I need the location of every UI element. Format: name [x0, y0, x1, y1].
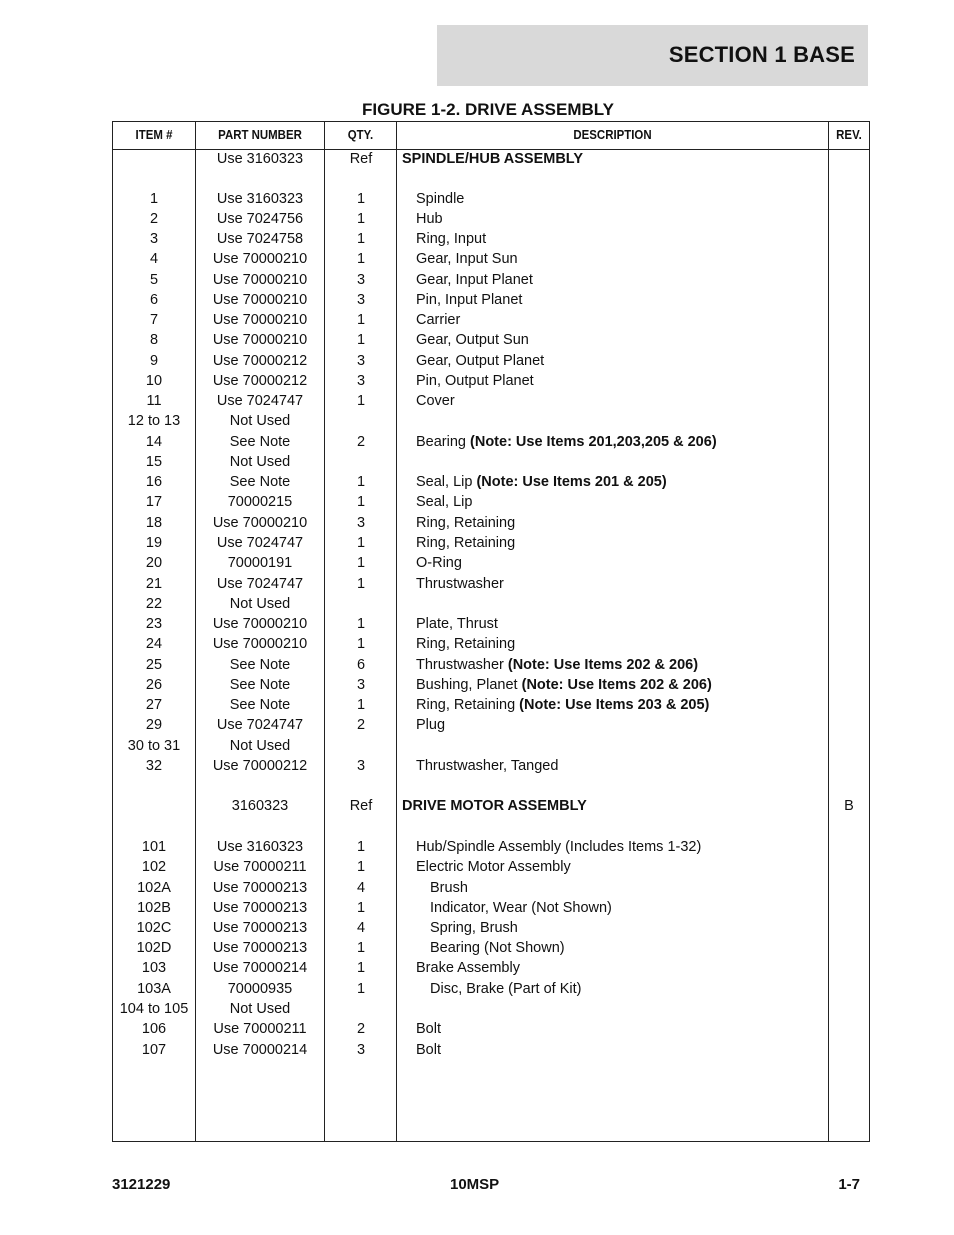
description: [430, 878, 468, 898]
item-number: 23: [145, 616, 163, 632]
description-note: (Note: Use Items 203 & 205): [519, 697, 710, 713]
part-number: Use 70000213: [212, 920, 308, 936]
description-text: Thrustwasher: [416, 657, 508, 673]
part-number: Not Used: [229, 454, 291, 470]
description-text: Plate, Thrust: [416, 616, 498, 632]
revision: B: [844, 798, 854, 814]
part-number: Use 3160323: [216, 151, 304, 167]
quantity: 1: [356, 900, 366, 916]
table-row: [113, 229, 869, 249]
quantity: 3: [356, 272, 366, 288]
description: [430, 918, 518, 938]
item-number: 20: [145, 555, 163, 571]
part-number: Use 3160323: [216, 839, 304, 855]
description-text: Indicator, Wear (Not Shown): [430, 900, 612, 916]
description-text: Disc, Brake (Part of Kit): [430, 981, 582, 997]
table-row: [113, 472, 869, 492]
part-number: See Note: [229, 697, 291, 713]
table-row: [113, 249, 869, 269]
quantity: 1: [356, 474, 366, 490]
part-number: Use 70000214: [212, 960, 308, 976]
description: [416, 634, 515, 654]
table-row: [113, 999, 869, 1019]
table-row: [113, 209, 869, 229]
table-row: [113, 1019, 869, 1039]
table-row: [113, 796, 869, 816]
part-number: Use 7024747: [216, 717, 304, 733]
description-text: Bolt: [416, 1042, 441, 1058]
table-row: [113, 149, 869, 169]
description-text: Ring, Retaining: [416, 636, 516, 652]
part-number: Not Used: [229, 738, 291, 754]
description: [416, 472, 667, 492]
item-number: 19: [145, 535, 163, 551]
quantity: Ref: [349, 798, 373, 814]
description-text: Seal, Lip: [416, 494, 473, 510]
table-row: [113, 938, 869, 958]
description-text: Seal, Lip: [416, 474, 477, 490]
item-number: 103A: [137, 981, 171, 997]
item-number: 106: [141, 1021, 167, 1037]
table-row: [113, 634, 869, 654]
part-number: Use 70000211: [213, 859, 307, 875]
quantity: 1: [356, 494, 366, 510]
description-text: SPINDLE/HUB ASSEMBLY: [402, 151, 584, 167]
part-number: Use 70000214: [212, 1042, 308, 1058]
table-row: [113, 675, 869, 695]
description-text: Electric Motor Assembly: [416, 859, 571, 875]
item-number: 104 to 105: [119, 1001, 189, 1017]
figure-title: FIGURE 1-2. DRIVE ASSEMBLY: [362, 100, 614, 119]
part-number: Use 7024747: [216, 576, 304, 592]
description-text: Ring, Input: [416, 231, 487, 247]
description-text: Gear, Output Planet: [416, 353, 545, 369]
quantity: 1: [356, 636, 366, 652]
part-number: 70000191: [227, 555, 293, 571]
part-number: See Note: [229, 677, 291, 693]
footer-page-number: 1-7: [838, 1176, 860, 1193]
table-row: [113, 898, 869, 918]
description: [416, 1019, 441, 1039]
quantity: 1: [356, 940, 366, 956]
footer-model: 10MSP: [450, 1176, 500, 1193]
description: [416, 330, 529, 350]
part-number: Use 7024756: [216, 211, 304, 227]
table-row: [113, 310, 869, 330]
quantity: 1: [356, 231, 366, 247]
description: [416, 958, 520, 978]
quantity: 1: [356, 251, 366, 267]
quantity: 1: [356, 960, 366, 976]
part-number: Use 3160323: [216, 191, 304, 207]
item-number: 32: [145, 758, 163, 774]
item-number: 2: [149, 211, 159, 227]
item-number: 7: [149, 312, 159, 328]
description: [416, 857, 571, 877]
item-number: 22: [145, 596, 163, 612]
table-row: [113, 918, 869, 938]
item-number: 16: [145, 474, 163, 490]
part-number: Use 70000210: [212, 332, 308, 348]
item-number: 15: [145, 454, 163, 470]
part-number: Use 70000213: [212, 900, 308, 916]
quantity: 2: [356, 717, 366, 733]
part-number: Use 70000211: [213, 1021, 307, 1037]
table-row: [113, 574, 869, 594]
table-row: [113, 411, 869, 431]
description-text: O-Ring: [416, 555, 462, 571]
part-number: Not Used: [229, 1001, 291, 1017]
description-text: Hub/Spindle Assembly (Includes Items 1-32): [416, 839, 702, 855]
description: [430, 979, 581, 999]
description: [416, 1040, 441, 1060]
table-row: [113, 958, 869, 978]
description-note: (Note: Use Items 202 & 206): [521, 677, 712, 693]
quantity: 1: [356, 191, 366, 207]
part-number: Not Used: [229, 413, 291, 429]
quantity: 3: [356, 515, 366, 531]
item-number: 102: [141, 859, 167, 875]
description-text: Carrier: [416, 312, 461, 328]
quantity: 2: [356, 434, 366, 450]
description-text: Brake Assembly: [416, 960, 520, 976]
quantity: 1: [356, 535, 366, 551]
quantity: 4: [356, 880, 366, 896]
table-row: [113, 492, 869, 512]
description: [416, 290, 522, 310]
section-title: SECTION 1 BASE: [668, 42, 855, 67]
quantity: 1: [356, 211, 366, 227]
description: [430, 898, 612, 918]
part-number: Use 70000210: [212, 292, 308, 308]
table-row: [113, 857, 869, 877]
part-number: See Note: [229, 657, 291, 673]
description-text: Ring, Retaining: [416, 515, 516, 531]
part-number: Use 70000210: [212, 636, 308, 652]
quantity: 3: [356, 373, 366, 389]
table-row: [113, 452, 869, 472]
description: [416, 270, 533, 290]
description-text: Gear, Input Planet: [416, 272, 533, 288]
description-text: Ring, Retaining: [416, 697, 520, 713]
description: [416, 391, 455, 411]
item-number: 8: [149, 332, 159, 348]
item-number: 18: [145, 515, 163, 531]
item-number: 24: [145, 636, 163, 652]
item-number: 17: [145, 494, 163, 510]
table-row: [113, 1040, 869, 1060]
part-number: Use 70000213: [212, 940, 308, 956]
item-number: 102A: [137, 880, 171, 896]
table-row: [113, 878, 869, 898]
description-text: Bearing: [416, 434, 471, 450]
quantity: 1: [356, 839, 366, 855]
description: [416, 553, 462, 573]
table-row: [113, 837, 869, 857]
item-number: 29: [145, 717, 163, 733]
description: [416, 249, 518, 269]
quantity: 1: [356, 332, 366, 348]
description-text: Gear, Output Sun: [416, 332, 529, 348]
description-text: Spring, Brush: [430, 920, 518, 936]
section-banner: [437, 25, 868, 86]
description: [416, 209, 443, 229]
item-number: 26: [145, 677, 163, 693]
description: [402, 796, 587, 816]
item-number: 6: [149, 292, 159, 308]
table-row: [113, 513, 869, 533]
parts-table: [112, 121, 870, 1142]
footer-doc-number: 3121229: [112, 1176, 171, 1193]
part-number: Use 70000210: [212, 312, 308, 328]
part-number: Use 70000212: [212, 758, 308, 774]
quantity: Ref: [349, 151, 373, 167]
part-number: Use 70000210: [212, 251, 308, 267]
item-number: 27: [145, 697, 163, 713]
table-row: [113, 553, 869, 573]
header-item: ITEM #: [135, 127, 173, 142]
description-text: Pin, Input Planet: [416, 292, 523, 308]
quantity: 1: [356, 555, 366, 571]
quantity: 1: [356, 576, 366, 592]
item-number: 3: [149, 231, 159, 247]
part-number: See Note: [229, 474, 291, 490]
quantity: 1: [356, 859, 366, 875]
part-number: Use 7024758: [216, 231, 304, 247]
quantity: 3: [356, 677, 366, 693]
description: [416, 574, 504, 594]
description-note: (Note: Use Items 202 & 206): [507, 657, 699, 673]
quantity: 6: [356, 657, 366, 673]
description: [416, 351, 544, 371]
table-row: [113, 979, 869, 999]
table-row: [113, 533, 869, 553]
table-row: [113, 756, 869, 776]
item-number: 101: [141, 839, 167, 855]
item-number: 107: [141, 1042, 167, 1058]
part-number: 70000215: [227, 494, 293, 510]
part-number: 3160323: [231, 798, 289, 814]
item-number: 103: [141, 960, 167, 976]
part-number: Use 7024747: [216, 393, 304, 409]
description: [416, 229, 486, 249]
description: [416, 715, 445, 735]
quantity: 1: [356, 393, 366, 409]
part-number: Use 70000210: [212, 272, 308, 288]
description-text: Cover: [416, 393, 455, 409]
description: [416, 432, 717, 452]
item-number: 102B: [137, 900, 171, 916]
description-text: Ring, Retaining: [416, 535, 516, 551]
item-number: 4: [149, 251, 159, 267]
description-text: Pin, Output Planet: [416, 373, 534, 389]
header-part-number: PART NUMBER: [218, 127, 302, 142]
description: [416, 533, 515, 553]
description-note: (Note: Use Items 201,203,205 & 206): [470, 434, 717, 450]
table-row: [113, 655, 869, 675]
quantity: 4: [356, 920, 366, 936]
item-number: 102D: [136, 940, 172, 956]
item-number: 12 to 13: [127, 413, 181, 429]
description: [416, 371, 534, 391]
part-number: See Note: [229, 434, 291, 450]
table-row: [113, 391, 869, 411]
item-number: 10: [145, 373, 163, 389]
item-number: 30 to 31: [127, 738, 181, 754]
table-row: [113, 189, 869, 209]
part-number: Use 70000212: [212, 353, 308, 369]
table-row: [113, 351, 869, 371]
description-text: Brush: [430, 880, 468, 896]
item-number: 14: [145, 434, 163, 450]
item-number: 21: [145, 576, 163, 592]
table-header: [113, 122, 869, 150]
part-number: 70000935: [227, 981, 293, 997]
table-row: [113, 695, 869, 715]
description-text: Plug: [416, 717, 446, 733]
quantity: 2: [356, 1021, 366, 1037]
item-number: 9: [149, 353, 159, 369]
quantity: 3: [356, 292, 366, 308]
quantity: 1: [356, 697, 366, 713]
quantity: 3: [356, 1042, 366, 1058]
part-number: Use 70000210: [212, 515, 308, 531]
table-row: [113, 614, 869, 634]
description-text: Bolt: [416, 1021, 441, 1037]
quantity: 1: [356, 312, 366, 328]
quantity: 3: [356, 353, 366, 369]
description: [416, 492, 472, 512]
description-text: Thrustwasher: [416, 576, 504, 592]
description-text: DRIVE MOTOR ASSEMBLY: [402, 798, 587, 814]
description: [416, 310, 460, 330]
description-text: Bushing, Planet: [416, 677, 522, 693]
description: [416, 675, 712, 695]
quantity: 1: [356, 616, 366, 632]
quantity: 3: [356, 758, 366, 774]
description: [416, 756, 558, 776]
table-row: [113, 736, 869, 756]
description-text: Gear, Input Sun: [416, 251, 518, 267]
table-row: [113, 371, 869, 391]
description: [416, 189, 464, 209]
part-number: Use 70000213: [212, 880, 308, 896]
header-description: DESCRIPTION: [573, 127, 652, 142]
table-row: [113, 270, 869, 290]
description-text: Hub: [416, 211, 443, 227]
part-number: Use 70000210: [212, 616, 308, 632]
description: [416, 513, 515, 533]
description: [416, 837, 701, 857]
description-text: Spindle: [416, 191, 465, 207]
table-row: [113, 330, 869, 350]
part-number: Use 7024747: [216, 535, 304, 551]
table-row: [113, 594, 869, 614]
description-note: (Note: Use Items 201 & 205): [476, 474, 667, 490]
description: [416, 614, 498, 634]
table-row: [113, 432, 869, 452]
table-row: [113, 715, 869, 735]
description: [416, 695, 709, 715]
table-row: [113, 290, 869, 310]
quantity: 1: [356, 981, 366, 997]
description-text: Thrustwasher, Tanged: [416, 758, 559, 774]
description: [430, 938, 565, 958]
item-number: 5: [149, 272, 159, 288]
part-number: Not Used: [229, 596, 291, 612]
part-number: Use 70000212: [212, 373, 308, 389]
item-number: 25: [145, 657, 163, 673]
header-qty: QTY.: [347, 127, 374, 142]
description: [402, 149, 583, 169]
item-number: 1: [149, 191, 159, 207]
description: [416, 655, 698, 675]
header-rev: REV.: [836, 127, 862, 142]
item-number: 102C: [136, 920, 172, 936]
item-number: 11: [146, 393, 162, 409]
description-text: Bearing (Not Shown): [430, 940, 565, 956]
